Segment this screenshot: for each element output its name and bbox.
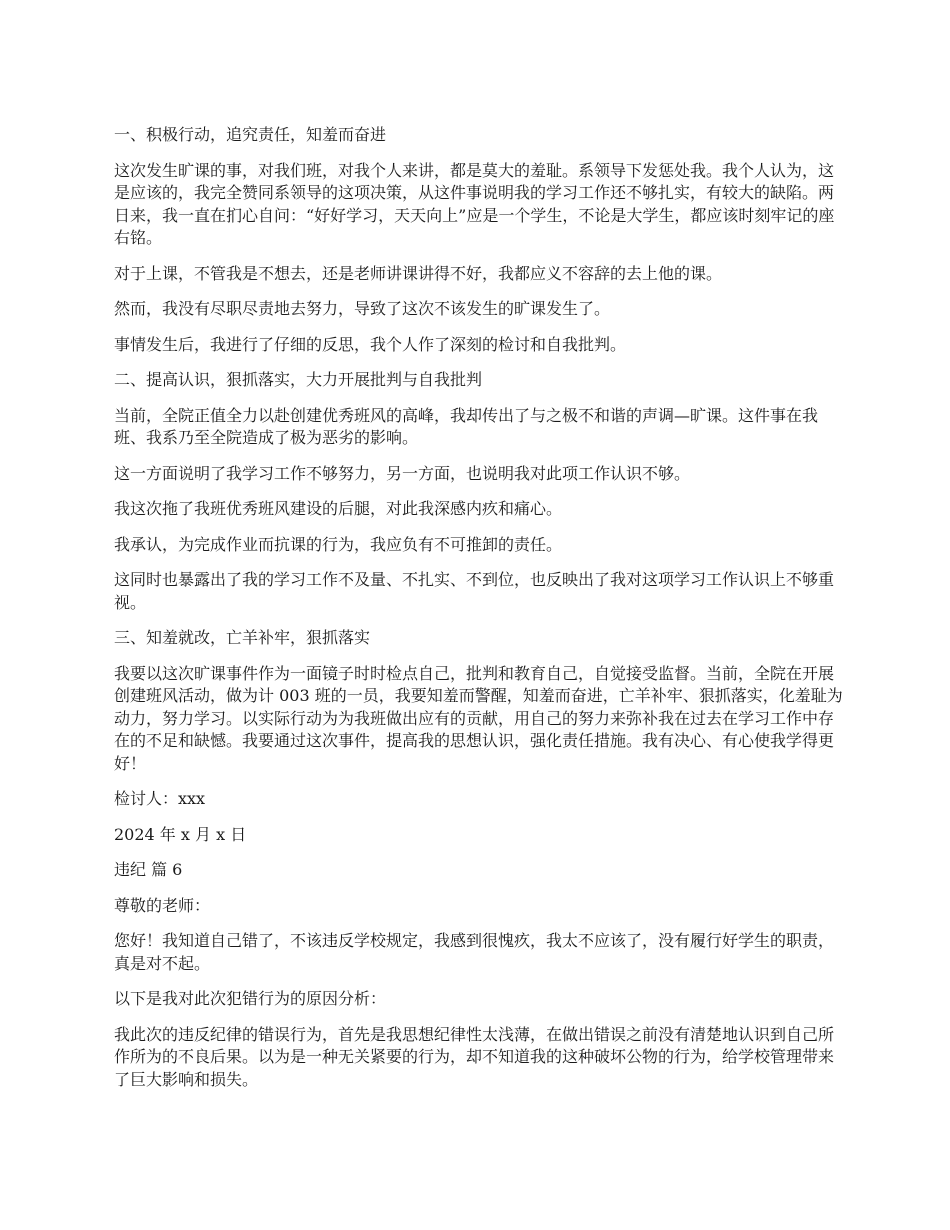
section-heading-2: 二、提高认识，狠抓落实，大力开展批判与自我批判 xyxy=(114,370,483,389)
date-line: 2024 年 x 月 x 日 xyxy=(114,824,247,844)
salutation: 尊敬的老师： xyxy=(114,895,211,915)
paragraph: 我这次拖了我班优秀班风建设的后腿，对此我深感内疚和痛心。 xyxy=(114,499,563,518)
paragraph: 我承认，为完成作业而抗课的行为，我应负有不可推卸的责任。 xyxy=(114,534,563,554)
paragraph: 您好！我知道自己错了，不该违反学校规定，我感到很愧疚，我太不应该了，没有履行好学生的职责，真是对不起。 xyxy=(114,931,835,973)
paragraph: 事情发生后，我进行了仔细的反思，我个人作了深刻的检讨和自我批判。 xyxy=(114,334,627,354)
paragraph: 我此次的违反纪律的错误行为，首先是我思想纪律性太浅薄，在做出错误之前没有清楚地认识到自己所作所为的不良后果。以为是一种无关紧要的行为，却不知道我的这种破坏公物的行为，给学校管理带来了巨大影响和损失。 xyxy=(114,1024,835,1089)
section-heading-3: 三、知羞就改，亡羊补牢，狠抓落实 xyxy=(114,628,371,647)
paragraph: 这一方面说明了我学习工作不够努力，另一方面，也说明我对此项工作认识不够。 xyxy=(114,463,691,483)
paragraph: 对于上课，不管我是不想去，还是老师讲课讲得不好，我都应义不容辞的去上他的课。 xyxy=(114,263,723,283)
paragraph: 然而，我没有尽职尽责地去努力，导致了这次不该发生的旷课发生了。 xyxy=(114,299,611,318)
paragraph: 这同时也暴露出了我的学习工作不及量、不扎实、不到位，也反映出了我对这项学习工作认识上不够重视。 xyxy=(114,570,835,612)
paragraph: 以下是我对此次犯错行为的原因分析： xyxy=(114,989,387,1008)
paragraph: 当前，全院正值全力以赴创建优秀班风的高峰，我却传出了与之极不和谐的声调—旷课。这件事在我班、我系乃至全院造成了极为恶劣的影响。 xyxy=(114,405,819,447)
paragraph: 我要以这次旷课事件作为一面镜子时时检点自己，批判和教育自己，自觉接受监督。当前，全院在开展创建班风活动，做为计 003 班的一员，我要知羞而警醒，知羞而奋进，亡羊补牢、狠抓落实，化羞耻为动力，努力学习。以实际行动为为我班做出应有的贡献，用自己的努力来弥补我在过去在学习工作中存在的不足和缺憾。我要通过这次事件，提高我的思想认识，强化责任措施。我有决心、有心使我学得更好！ xyxy=(114,663,843,773)
section-heading-1: 一、积极行动，追究责任，知羞而奋进 xyxy=(114,125,387,144)
signature-line: 检讨人：xxx xyxy=(114,789,206,808)
paragraph: 这次发生旷课的事，对我们班，对我个人来讲，都是莫大的羞耻。系领导下发惩处我。我个人认为，这是应该的，我完全赞同系领导的这项决策，从这件事说明我的学习工作还不够扎实，有较大的缺陷。两日来，我一直在扪心自问：“好好学习，天天向上”应是一个学生，不论是大学生，都应该时刻牢记的座右铭。 xyxy=(114,160,835,247)
article-title: 违纪 篇 6 xyxy=(114,860,183,879)
document-page xyxy=(114,124,844,1104)
